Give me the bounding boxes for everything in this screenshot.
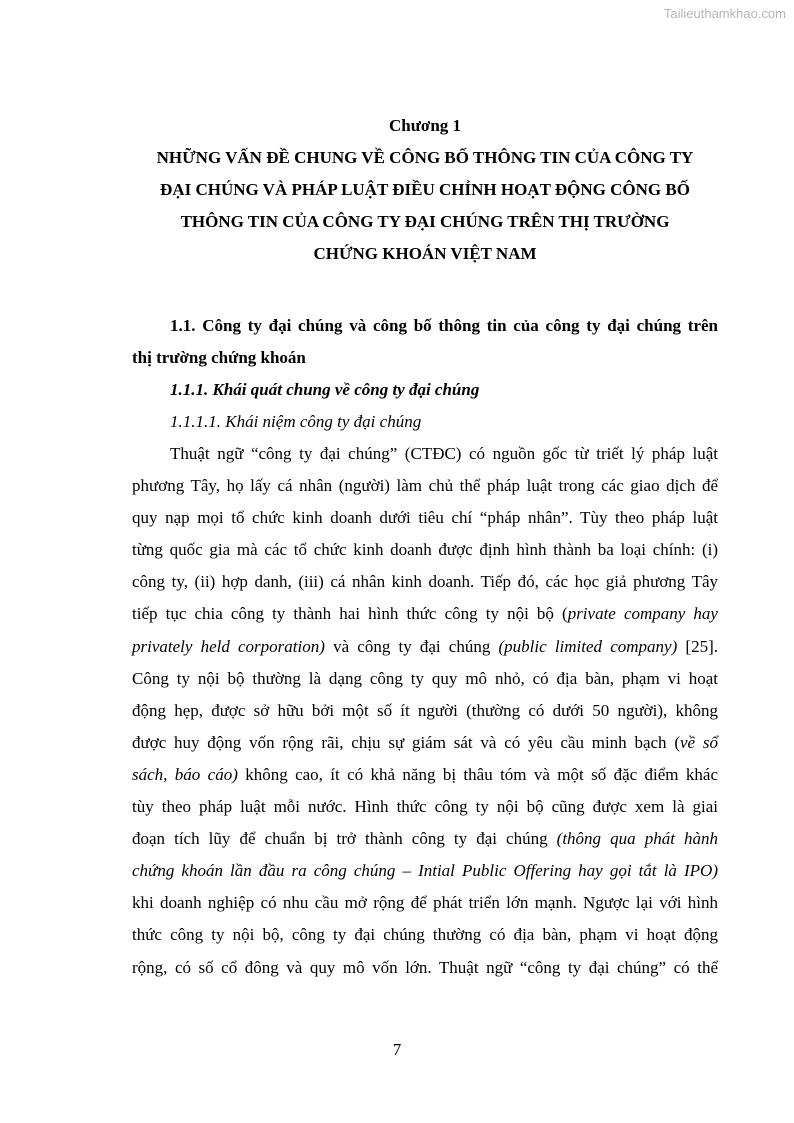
chapter-title-line: THÔNG TIN CỦA CÔNG TY ĐẠI CHÚNG TRÊN THỊ TRƯỜNG [180, 212, 670, 231]
text-segment: tùy theo pháp luật mỗi nước. Hình thức công ty nội bộ cũng được xem là giai [132, 797, 718, 817]
section-heading-1-1-1-1: 1.1.1.1. Khái niệm công ty đại chúng [170, 412, 422, 431]
section-heading-1-1 [132, 310, 718, 374]
paragraph-line [132, 952, 718, 984]
paragraph-line [132, 727, 718, 759]
text-segment: công ty, (ii) hợp danh, (iii) cá nhân kinh doanh. Tiếp đó, các học giả phương Tây [132, 572, 718, 592]
paragraph-line [132, 566, 718, 598]
paragraph-line [132, 470, 718, 502]
text-segment: thức công ty nội bộ, công ty đại chúng thường có địa bàn, phạm vi hoạt động [132, 925, 718, 945]
paragraph-line [132, 887, 718, 919]
page-number: 7 [392, 1040, 402, 1059]
text-segment: từng quốc gia mà các tổ chức kinh doanh được định hình thành ba loại chính: (i) [132, 540, 718, 560]
paragraph-line [132, 598, 718, 630]
paragraph-line [132, 534, 718, 566]
text-segment: phương Tây, họ lấy cá nhân (người) làm chủ thể pháp luật trong các giao dịch để [132, 476, 718, 496]
italic-text: privately held corporation) [132, 636, 325, 656]
italic-text: sách, báo cáo) [132, 764, 238, 784]
paragraph-line [132, 791, 718, 823]
chapter-number: Chương 1 [388, 116, 462, 135]
text-segment: và công ty đại chúng [324, 636, 499, 656]
text-segment: tiếp tục chia công ty thành hai hình thức công ty nội bộ ( [132, 604, 568, 624]
italic-text: về sổ [680, 732, 718, 752]
section-heading-line: thị trường chứng khoán [132, 348, 306, 367]
chapter-title-line: CHỨNG KHOÁN VIỆT NAM [313, 244, 537, 263]
paragraph-line [132, 663, 718, 695]
chapter-title [132, 142, 718, 270]
body-paragraph [132, 438, 718, 984]
italic-text: (thông qua phát hành [556, 829, 718, 849]
paragraph-line [132, 919, 718, 951]
italic-text: private company hay [567, 604, 718, 624]
chapter-title-line: NHỮNG VẤN ĐỀ CHUNG VỀ CÔNG BỐ THÔNG TIN CỦA CÔNG TY [156, 148, 694, 167]
text-segment: quy nạp mọi tổ chức kinh doanh dưới tiêu chí “pháp nhân”. Tùy theo pháp luật [132, 508, 718, 528]
watermark: Tailieuthamkhao.com [663, 6, 786, 21]
text-segment: Công ty nội bộ thường là dạng công ty quy mô nhỏ, có địa bàn, phạm vi hoạt [132, 668, 718, 688]
paragraph-line [132, 759, 718, 791]
document-page [132, 110, 718, 984]
italic-text: chứng khoán lần đầu ra công chúng – Intial Public Offering hay gọi tắt là IPO) [132, 861, 718, 881]
text-segment: [25]. [677, 636, 718, 656]
italic-text: (public limited company) [498, 636, 678, 656]
text-segment: rộng, có số cổ đông và quy mô vốn lớn. Thuật ngữ “công ty đại chúng” có thể [132, 957, 718, 977]
text-segment: không cao, ít có khả năng bị thâu tóm và một số đặc điểm khác [237, 764, 718, 784]
paragraph-line [132, 631, 718, 663]
text-segment: đoạn tích lũy để chuẩn bị trở thành công ty đại chúng [132, 829, 557, 849]
section-heading-line: 1.1. Công ty đại chúng và công bố thông tin của công ty đại chúng trên [170, 316, 718, 335]
text-segment: Thuật ngữ “công ty đại chúng” (CTĐC) có nguồn gốc từ triết lý pháp luật [170, 444, 718, 463]
section-heading-1-1-1: 1.1.1. Khái quát chung về công ty đại chúng [170, 380, 480, 399]
text-segment: khi doanh nghiệp có nhu cầu mở rộng để phát triển lớn mạnh. Ngược lại với hình [132, 893, 718, 913]
chapter-title-line: ĐẠI CHÚNG VÀ PHÁP LUẬT ĐIỀU CHỈNH HOẠT ĐỘNG CÔNG BỐ [160, 180, 690, 199]
paragraph-line [132, 823, 718, 855]
text-segment: động hẹp, được sở hữu bởi một số ít người (thường có dưới 50 người), không [132, 700, 718, 720]
paragraph-line [132, 502, 718, 534]
paragraph-line [132, 855, 718, 887]
text-segment: được huy động vốn rộng rãi, chịu sự giám sát và có yêu cầu minh bạch ( [132, 732, 680, 752]
paragraph-line [132, 695, 718, 727]
paragraph-line [132, 438, 718, 470]
